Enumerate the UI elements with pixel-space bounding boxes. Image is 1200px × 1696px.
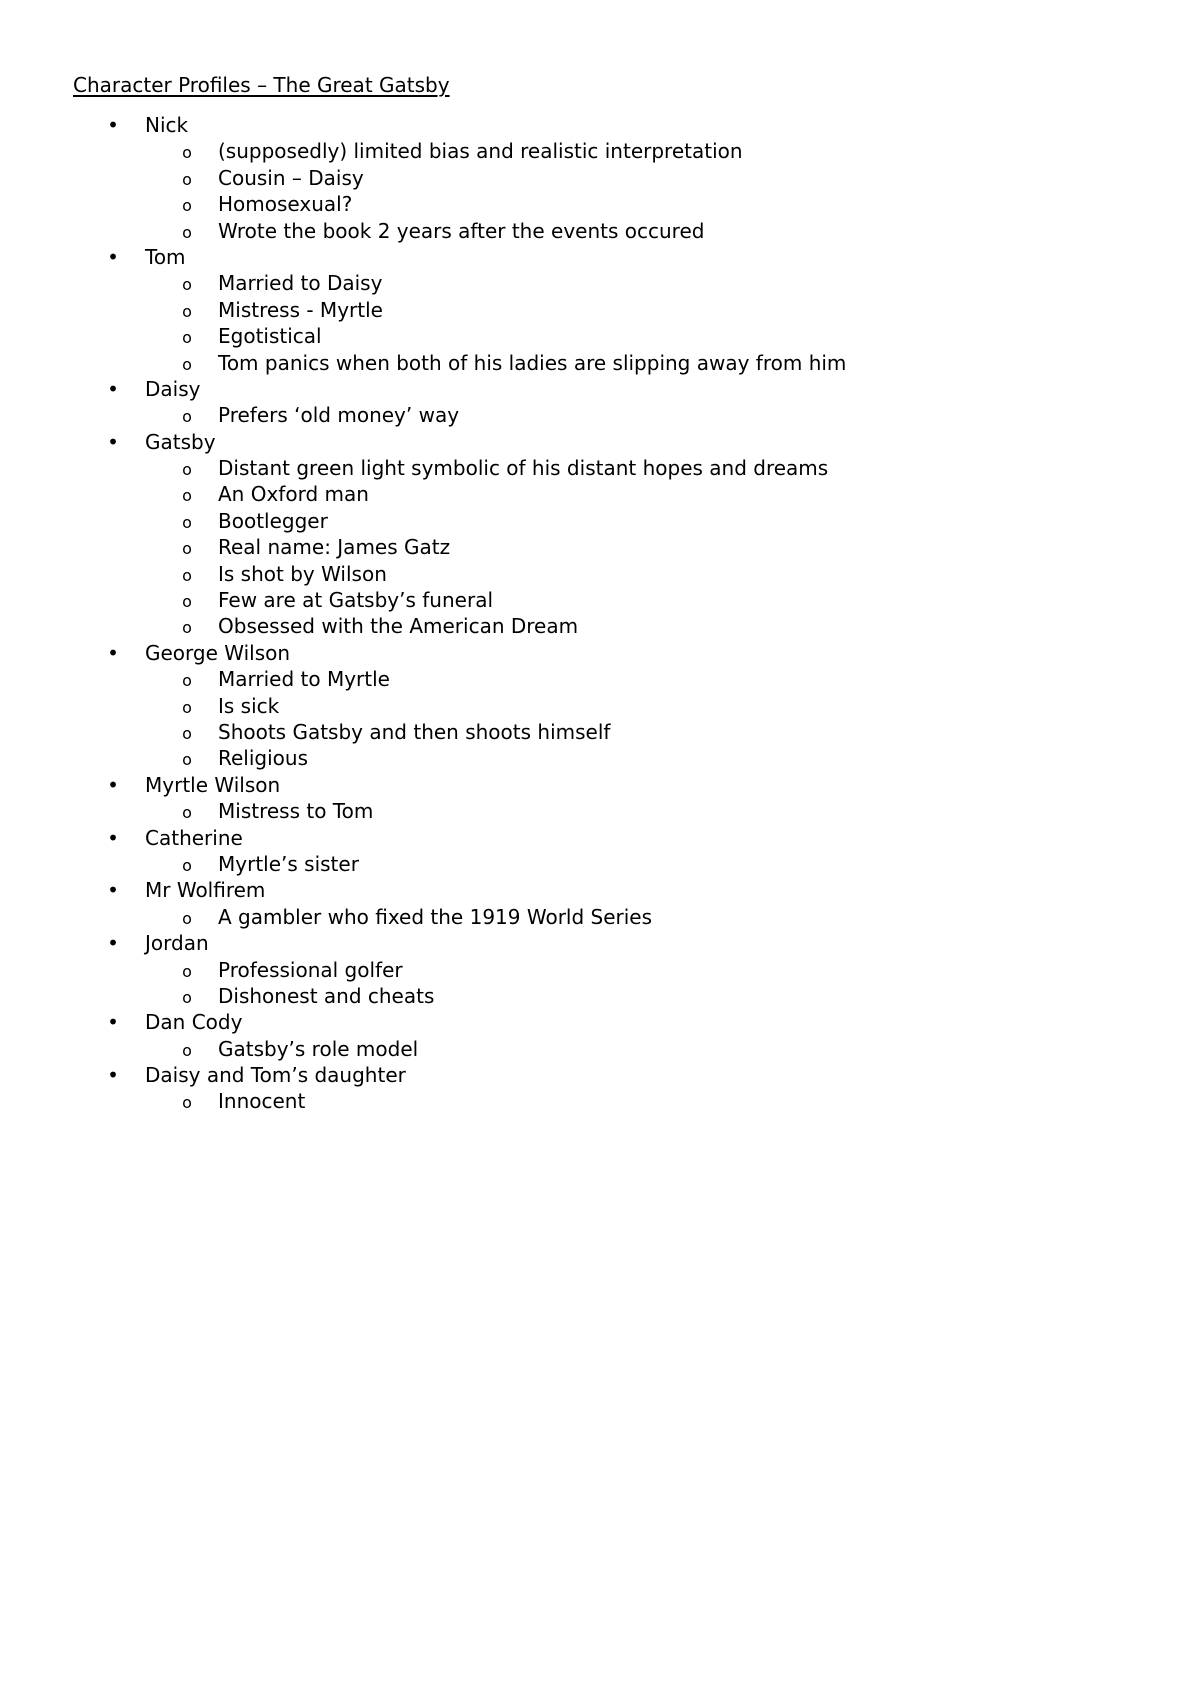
- character-item: [0, 1009, 1200, 1035]
- sub-bullet-icon: o: [182, 169, 192, 189]
- sub-bullet-icon: o: [182, 723, 192, 743]
- character-note: [0, 323, 1200, 349]
- character-name: Daisy and Tom’s daughter: [145, 1063, 406, 1088]
- character-note-text: Bootlegger: [218, 508, 328, 533]
- sub-bullet-icon: o: [182, 222, 192, 242]
- sub-bullet-icon: o: [182, 961, 192, 981]
- character-note-text: An Oxford man: [218, 482, 369, 507]
- character-note-text: Gatsby’s role model: [218, 1036, 419, 1061]
- character-note: [0, 587, 1200, 613]
- character-note: [0, 508, 1200, 534]
- character-note-text: Distant green light symbolic of his distant hopes and dreams: [218, 456, 829, 481]
- character-note: [0, 693, 1200, 719]
- character-note: [0, 481, 1200, 507]
- character-note: [0, 191, 1200, 217]
- character-note-text: Married to Myrtle: [218, 667, 390, 692]
- character-note: [0, 297, 1200, 323]
- sub-bullet-icon: o: [182, 275, 192, 295]
- bullet-icon: •: [107, 1010, 119, 1035]
- character-note: [0, 534, 1200, 560]
- character-note: [0, 851, 1200, 877]
- sub-bullet-icon: o: [182, 301, 192, 321]
- character-note-text: Obsessed with the American Dream: [218, 614, 579, 639]
- character-note: [0, 350, 1200, 376]
- character-name: Catherine: [145, 825, 243, 850]
- bullet-icon: •: [107, 113, 119, 137]
- bullet-icon: •: [107, 640, 119, 665]
- character-item: [0, 376, 1200, 402]
- bullet-icon: •: [107, 825, 119, 850]
- character-item: [0, 640, 1200, 666]
- character-note-text: Tom panics when both of his ladies are slipping away from him: [218, 350, 847, 375]
- sub-bullet-icon: o: [182, 592, 192, 612]
- character-item: [0, 930, 1200, 956]
- character-name: Nick: [145, 113, 189, 137]
- character-name: Dan Cody: [145, 1010, 243, 1035]
- character-note-text: (supposedly) limited bias and realistic interpretation: [218, 139, 743, 164]
- character-name: Mr Wolfirem: [145, 878, 266, 903]
- sub-bullet-icon: o: [182, 1040, 192, 1060]
- character-note: [0, 402, 1200, 428]
- character-note: [0, 138, 1200, 164]
- character-outline: [0, 112, 1200, 1115]
- character-name: Myrtle Wilson: [145, 772, 281, 797]
- character-note-text: Cousin – Daisy: [218, 165, 364, 190]
- character-note: [0, 613, 1200, 639]
- sub-bullet-icon: o: [182, 539, 192, 559]
- sub-bullet-icon: o: [182, 486, 192, 506]
- sub-bullet-icon: o: [182, 750, 192, 770]
- character-note: [0, 983, 1200, 1009]
- character-item: [0, 244, 1200, 270]
- character-name: Daisy: [145, 376, 201, 401]
- bullet-icon: •: [107, 429, 119, 454]
- character-note-text: Wrote the book 2 years after the events occured: [218, 218, 705, 243]
- character-note-text: Religious: [218, 746, 308, 771]
- character-note-text: Real name: James Gatz: [218, 535, 451, 560]
- character-name: Jordan: [145, 931, 209, 956]
- sub-bullet-icon: o: [182, 328, 192, 348]
- sub-bullet-icon: o: [182, 697, 192, 717]
- character-note: [0, 165, 1200, 191]
- character-note-text: Professional golfer: [218, 957, 403, 982]
- character-note: [0, 1088, 1200, 1114]
- character-note-text: Dishonest and cheats: [218, 983, 435, 1008]
- character-note-text: Is shot by Wilson: [218, 561, 387, 586]
- sub-bullet-icon: o: [182, 671, 192, 691]
- character-note: [0, 798, 1200, 824]
- character-note-text: A gambler who fixed the 1919 World Series: [218, 904, 653, 929]
- character-note-text: Married to Daisy: [218, 271, 383, 296]
- sub-bullet-icon: o: [182, 618, 192, 638]
- character-item: [0, 877, 1200, 903]
- character-item: [0, 825, 1200, 851]
- character-note: [0, 561, 1200, 587]
- character-note: [0, 218, 1200, 244]
- sub-bullet-icon: o: [182, 1093, 192, 1113]
- character-note: [0, 455, 1200, 481]
- sub-bullet-icon: o: [182, 803, 192, 823]
- sub-bullet-icon: o: [182, 908, 192, 928]
- document-title: Character Profiles – The Great Gatsby: [73, 73, 450, 97]
- sub-bullet-icon: o: [182, 196, 192, 216]
- character-note-text: Is sick: [218, 693, 280, 718]
- character-note: [0, 1036, 1200, 1062]
- bullet-icon: •: [107, 1063, 119, 1088]
- character-note-text: Mistress - Myrtle: [218, 297, 383, 322]
- character-name: Gatsby: [145, 429, 216, 454]
- character-note: [0, 957, 1200, 983]
- character-item: [0, 1062, 1200, 1088]
- sub-bullet-icon: o: [182, 460, 192, 480]
- character-note: [0, 719, 1200, 745]
- sub-bullet-icon: o: [182, 143, 192, 163]
- sub-bullet-icon: o: [182, 407, 192, 427]
- bullet-icon: •: [107, 244, 119, 269]
- character-note-text: Egotistical: [218, 324, 322, 349]
- character-note-text: Shoots Gatsby and then shoots himself: [218, 719, 611, 744]
- character-item: [0, 429, 1200, 455]
- character-note-text: Homosexual?: [218, 192, 353, 217]
- character-note-text: Few are at Gatsby’s funeral: [218, 588, 493, 613]
- sub-bullet-icon: o: [182, 987, 192, 1007]
- character-note: [0, 904, 1200, 930]
- sub-bullet-icon: o: [182, 855, 192, 875]
- character-note-text: Innocent: [218, 1089, 306, 1114]
- character-note: [0, 270, 1200, 296]
- bullet-icon: •: [107, 376, 119, 401]
- character-note-text: Prefers ‘old money’ way: [218, 403, 460, 428]
- bullet-icon: •: [107, 931, 119, 956]
- sub-bullet-icon: o: [182, 354, 192, 374]
- character-note: [0, 666, 1200, 692]
- character-note-text: Mistress to Tom: [218, 799, 374, 824]
- bullet-icon: •: [107, 878, 119, 903]
- character-item: [0, 112, 1200, 138]
- sub-bullet-icon: o: [182, 512, 192, 532]
- character-note: [0, 745, 1200, 771]
- character-name: George Wilson: [145, 640, 291, 665]
- sub-bullet-icon: o: [182, 565, 192, 585]
- bullet-icon: •: [107, 772, 119, 797]
- character-note-text: Myrtle’s sister: [218, 851, 359, 876]
- character-item: [0, 772, 1200, 798]
- character-name: Tom: [145, 244, 186, 269]
